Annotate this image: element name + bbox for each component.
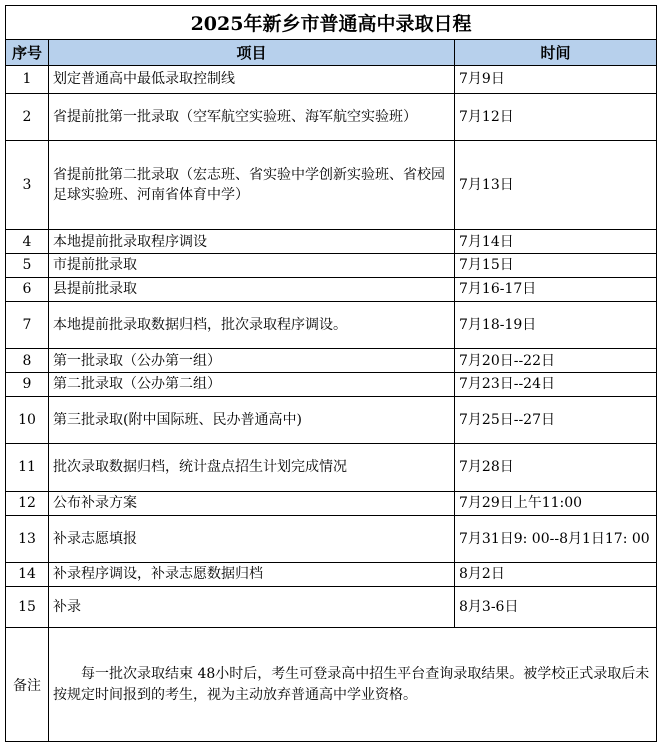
table-row: [6, 563, 657, 587]
table-row: [6, 515, 657, 563]
row-item: 第二批录取（公办第二组）: [49, 372, 455, 396]
row-time: 7月14日: [455, 230, 657, 254]
table-row: [6, 301, 657, 349]
note-label: 备注: [6, 628, 49, 742]
table-row: [6, 277, 657, 301]
row-time: 7月16-17日: [455, 277, 657, 301]
row-item: 第一批录取（公办第一组）: [49, 349, 455, 373]
row-time: 7月28日: [455, 444, 657, 492]
row-num: 11: [6, 444, 49, 492]
row-time: 7月9日: [455, 65, 657, 93]
table-row: [6, 372, 657, 396]
row-item: 省提前批第一批录取（空军航空实验班、海军航空实验班）: [49, 93, 455, 141]
row-item: 公布补录方案: [49, 491, 455, 515]
row-time: 7月20日--22日: [455, 349, 657, 373]
row-item: 县提前批录取: [49, 277, 455, 301]
row-time: 7月12日: [455, 93, 657, 141]
table-row: [6, 141, 657, 230]
table-row: [6, 396, 657, 444]
row-num: 13: [6, 515, 49, 563]
admission-schedule-table: [5, 5, 657, 742]
note-cell: [49, 628, 657, 742]
table-row: [6, 491, 657, 515]
row-num: 15: [6, 586, 49, 627]
table-row: [6, 444, 657, 492]
row-time: 7月15日: [455, 254, 657, 278]
row-num: 9: [6, 372, 49, 396]
table-row: [6, 254, 657, 278]
row-num: 8: [6, 349, 49, 373]
row-item: 省提前批第二批录取（宏志班、省实验中学创新实验班、省校园足球实验班、河南省体育中学）: [49, 141, 455, 230]
table-row: [6, 586, 657, 627]
row-num: 7: [6, 301, 49, 349]
row-num: 1: [6, 65, 49, 93]
row-time: 7月29日上午11:00: [455, 491, 657, 515]
row-item: 市提前批录取: [49, 254, 455, 278]
row-num: 4: [6, 230, 49, 254]
row-time: 7月18-19日: [455, 301, 657, 349]
row-item: 第三批录取(附中国际班、民办普通高中): [49, 396, 455, 444]
row-time: 7月23日--24日: [455, 372, 657, 396]
row-num: 14: [6, 563, 49, 587]
table-row: [6, 93, 657, 141]
page-title: 2025年新乡市普通高中录取日程: [6, 6, 657, 40]
row-num: 5: [6, 254, 49, 278]
table-row: [6, 230, 657, 254]
row-item: 补录志愿填报: [49, 515, 455, 563]
row-item: 本地提前批录取程序调设: [49, 230, 455, 254]
header-num: 序号: [6, 40, 49, 66]
row-time: 7月25日--27日: [455, 396, 657, 444]
row-item: 批次录取数据归档，统计盘点招生计划完成情况: [49, 444, 455, 492]
header-row: [6, 40, 657, 66]
row-num: 6: [6, 277, 49, 301]
row-item: 本地提前批录取数据归档，批次录取程序调设。: [49, 301, 455, 349]
row-num: 10: [6, 396, 49, 444]
note-text: 每一批次录取结束 48小时后，考生可登录高中招生平台查询录取结果。被学校正式录取后未按规定时间报到的考生，视为主动放弃普通高中学业资格。: [53, 665, 650, 703]
row-time: 8月3-6日: [455, 586, 657, 627]
table-row: [6, 349, 657, 373]
row-time: 7月13日: [455, 141, 657, 230]
header-item: 项目: [49, 40, 455, 66]
row-item: 补录: [49, 586, 455, 627]
row-num: 3: [6, 141, 49, 230]
title-row: [6, 6, 657, 40]
row-time: 7月31日9: 00--8月1日17: 00: [455, 515, 657, 563]
row-num: 12: [6, 491, 49, 515]
header-time: 时间: [455, 40, 657, 66]
table-row: [6, 65, 657, 93]
row-item: 补录程序调设，补录志愿数据归档: [49, 563, 455, 587]
row-num: 2: [6, 93, 49, 141]
row-item: 划定普通高中最低录取控制线: [49, 65, 455, 93]
note-row: [6, 628, 657, 742]
row-time: 8月2日: [455, 563, 657, 587]
